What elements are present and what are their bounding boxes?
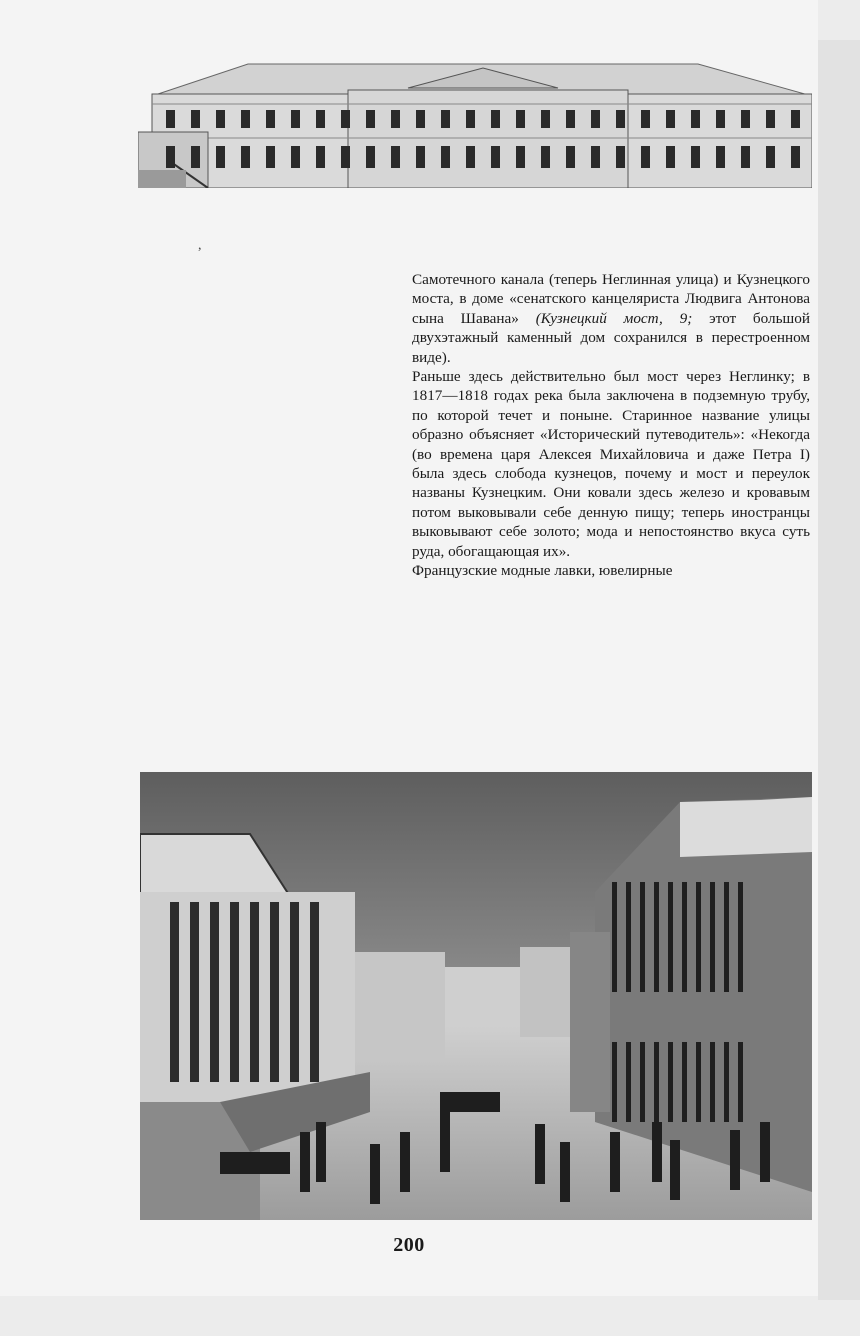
portico-column <box>170 902 179 1082</box>
stray-mark: , <box>198 238 202 253</box>
facade-window <box>241 146 250 168</box>
street-figure <box>316 1122 326 1182</box>
page-edge-shadow <box>818 40 860 1300</box>
facade-window <box>766 110 775 128</box>
paragraph-2 <box>412 367 810 561</box>
street-figure <box>560 1142 570 1202</box>
facade-window <box>516 110 525 128</box>
building-window <box>626 882 631 992</box>
facade-window <box>691 146 700 168</box>
text-column <box>412 270 810 581</box>
facade-window <box>166 110 175 128</box>
facade-window <box>516 146 525 168</box>
facade-window <box>416 110 425 128</box>
portico-column <box>210 902 219 1082</box>
portico-column <box>290 902 299 1082</box>
building-window <box>724 1042 729 1122</box>
facade-window <box>716 146 725 168</box>
building-window <box>626 1042 631 1122</box>
street-figure <box>610 1132 620 1192</box>
facade-window <box>366 146 375 168</box>
facade-window <box>266 110 275 128</box>
page-number: 200 <box>393 1234 425 1256</box>
facade-window <box>416 146 425 168</box>
paragraph-1 <box>412 270 810 367</box>
building-window <box>654 1042 659 1122</box>
facade-window <box>541 110 550 128</box>
facade-window <box>341 110 350 128</box>
facade-window <box>741 110 750 128</box>
portico-column <box>250 902 259 1082</box>
facade-window <box>291 146 300 168</box>
street-figure <box>730 1130 740 1190</box>
facade-window <box>591 146 600 168</box>
building-window <box>668 882 673 992</box>
facade-window <box>491 110 500 128</box>
street-figure <box>670 1140 680 1200</box>
building-window <box>682 1042 687 1122</box>
street-figure <box>652 1122 662 1182</box>
facade-window <box>616 110 625 128</box>
facade-window <box>191 146 200 168</box>
building-window <box>696 1042 701 1122</box>
facade-window <box>341 146 350 168</box>
building-window <box>710 882 715 992</box>
facade-window <box>441 110 450 128</box>
building-window <box>682 882 687 992</box>
facade-window <box>316 110 325 128</box>
building-window <box>654 882 659 992</box>
street-scene-illustration <box>140 772 812 1220</box>
building-window <box>696 882 701 992</box>
street-figure <box>300 1132 310 1192</box>
facade-window <box>541 146 550 168</box>
facade-window <box>241 110 250 128</box>
facade-window <box>366 110 375 128</box>
facade-window <box>291 110 300 128</box>
horse-figure <box>220 1152 290 1174</box>
street-figure <box>400 1132 410 1192</box>
portico-column <box>310 902 319 1082</box>
street-figure <box>535 1124 545 1184</box>
facade-window <box>466 110 475 128</box>
building-facade-illustration <box>138 60 812 188</box>
facade-window <box>466 146 475 168</box>
building-window <box>738 882 743 992</box>
building-window <box>612 882 617 992</box>
building-window <box>640 882 645 992</box>
building-window <box>724 882 729 992</box>
facade-window <box>316 146 325 168</box>
facade-window <box>191 110 200 128</box>
street-figure <box>440 1112 450 1172</box>
building-window <box>612 1042 617 1122</box>
facade-window <box>641 146 650 168</box>
facade-window <box>716 110 725 128</box>
sleigh-figure <box>440 1092 500 1112</box>
street-figure <box>760 1122 770 1182</box>
facade-window <box>491 146 500 168</box>
facade-window <box>266 146 275 168</box>
facade-window <box>666 110 675 128</box>
facade-window <box>441 146 450 168</box>
facade-window <box>666 146 675 168</box>
paragraph-1-text: Самотечного канала (теперь Неглинная улица) и Кузнецкого моста, в доме «сенатского канцеляриста Людвига Антонова сына Шавана» <box>412 271 810 327</box>
building-window <box>738 1042 743 1122</box>
paragraph-3-text: Французские модные лавки, ювелирные <box>412 562 673 580</box>
facade-window <box>641 110 650 128</box>
facade-window <box>566 110 575 128</box>
portico-column <box>270 902 279 1082</box>
facade-window <box>791 110 800 128</box>
paragraph-3 <box>412 561 810 580</box>
facade-window <box>616 146 625 168</box>
portico-column <box>190 902 199 1082</box>
building-window <box>640 1042 645 1122</box>
building-window <box>668 1042 673 1122</box>
facade-window <box>741 146 750 168</box>
facade-window <box>566 146 575 168</box>
building-window <box>710 1042 715 1122</box>
street-figure <box>370 1144 380 1204</box>
facade-window <box>791 146 800 168</box>
paragraph-1-tail: этот большой двухэтажный каменный дом сохранился в перестроенном виде). <box>412 309 810 366</box>
facade-window <box>691 110 700 128</box>
facade-window <box>391 110 400 128</box>
facade-window <box>591 110 600 128</box>
facade-window <box>391 146 400 168</box>
paragraph-1-emphasis: (Кузнецкий мост, 9; <box>535 309 693 327</box>
facade-window <box>766 146 775 168</box>
facade-window <box>166 146 175 168</box>
facade-window <box>216 146 225 168</box>
paragraph-2-text: Раньше здесь действительно был мост через Неглинку; в 1817—1818 годах река была заключена в подземную трубу, по которой течет и поныне. Старинное название улицы образно объясняет «Исторический путеводитель»: «Некогда (во времена царя Алексея Михайловича и даже Петра I) была здесь слобода кузнецов, почему и мост и переулок названы Кузнецким. Они ковали здесь железо и кровавым потом выковывали себе денную пищу; теперь иностранцы выковывают себе золото; мода и непостоянство вкуса суть руда, обогащающая их». <box>412 368 810 560</box>
facade-window <box>216 110 225 128</box>
portico-column <box>230 902 239 1082</box>
